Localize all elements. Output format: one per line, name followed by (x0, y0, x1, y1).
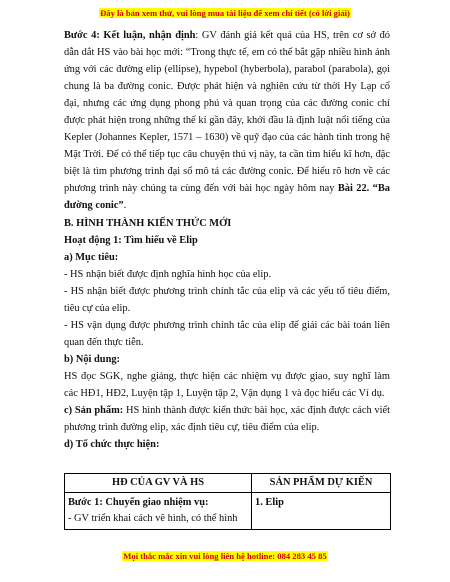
table-cell-product (252, 493, 391, 530)
step4-text: : GV đánh giá kết quả của HS, trên cơ sở đó dẫn dắt HS vào bài học mới: “Trong thực tế, em có thể bắt gặp nhiều hình ảnh ứng với các đường elip (ellipse), hypebol (hyberbola), parabol (parabola), gọi chung là ba đường conic. Được phát hiện và nghiên cứu từ thời Hy Lạp cổ đại, nhưng các ứng dụng phong phú và quan trọng của các đường conic chỉ được phát hiện trong những thế kỉ gần đây, khởi đầu là định luật nổi tiếng của Kepler (Johannes Kepler, 1571 – 1630) về quỹ đạo của các hành tinh trong hệ Mặt Trời. Để có thể tiếp tục câu chuyện thú vị này, ta cần tìm hiểu kĩ hơn, đặc biệt là tìm phương trình đại số mô tả các đường conic. Để hiểu rõ hơn về các phương trình này chúng ta cùng đến với bài học ngày hôm nay (64, 30, 390, 195)
objectives-heading-text: a) Mục tiêu: (64, 251, 119, 263)
table-header-teacher-student: HĐ CỦA GV VÀ HS (65, 474, 252, 493)
content-heading (64, 351, 390, 368)
product-paragraph (64, 402, 390, 436)
lesson-title: Bài 22. “Ba đường conic” (64, 183, 390, 212)
objectives-heading (64, 249, 390, 266)
table-header-row (65, 474, 391, 493)
activity1-heading (64, 232, 390, 249)
step4-end: . (123, 200, 127, 212)
section-b-heading (64, 215, 390, 232)
step4-paragraph (64, 27, 390, 215)
activity-table (64, 473, 391, 530)
table-header-expected-product: SẢN PHẨM DỰ KIẾN (252, 474, 391, 493)
step1-text: - GV triển khai cách vẽ hình, có thể hình (68, 513, 238, 524)
step4-label: Bước 4: Kết luận, nhận định (64, 30, 196, 41)
table-cell-activity (65, 493, 252, 530)
product-heading: c) Sản phẩm: (64, 405, 124, 417)
preview-notice-text: Đây là bản xem thử, vui lòng mua tài liệu để xem chi tiết (có lời giải) (100, 8, 350, 18)
content-paragraph: HS đọc SGK, nghe giảng, thực hiện các nhiệm vụ được giao, suy nghĩ làm các HĐ1, HĐ2, Luyện tập 1, Luyện tập 2, Vận dụng 1 và đọc hiểu các Ví dụ. (64, 371, 390, 400)
objective-item: - HS nhận biết được định nghĩa hình học của elip. (64, 268, 272, 280)
hotline-banner (0, 551, 450, 562)
table-row (65, 493, 391, 530)
activity1-text: Hoạt động 1: Tìm hiểu về Elip (64, 234, 198, 246)
step1-label: Bước 1: Chuyển giao nhiệm vụ: (68, 497, 209, 508)
organization-heading (64, 436, 390, 453)
objective-item: - HS nhận biết được phương trình chính tắc của elip và các yếu tố tiêu điểm, tiêu cự của elip. (64, 285, 390, 314)
content-heading-text: b) Nội dung: (64, 354, 121, 366)
hotline-text: Mọi thắc mắc xin vui lòng liên hệ hotline: 084 283 45 85 (123, 551, 327, 561)
preview-notice-banner (0, 8, 450, 19)
objective-item: - HS vận dụng được phương trình chính tắc của elip để giải các bài toán liên quan đến thực tiễn. (64, 319, 390, 348)
document-body (64, 27, 390, 453)
product-text: HS hình thành được kiến thức bài học, xác định được cách viết phương trình đường elip, xác định tiêu cự, tiêu điểm của elip. (64, 405, 391, 434)
product1-label: 1. Elip (255, 497, 284, 508)
organization-heading-text: d) Tổ chức thực hiện: (64, 439, 160, 451)
section-b-text: B. HÌNH THÀNH KIẾN THỨC MỚI (64, 217, 232, 229)
